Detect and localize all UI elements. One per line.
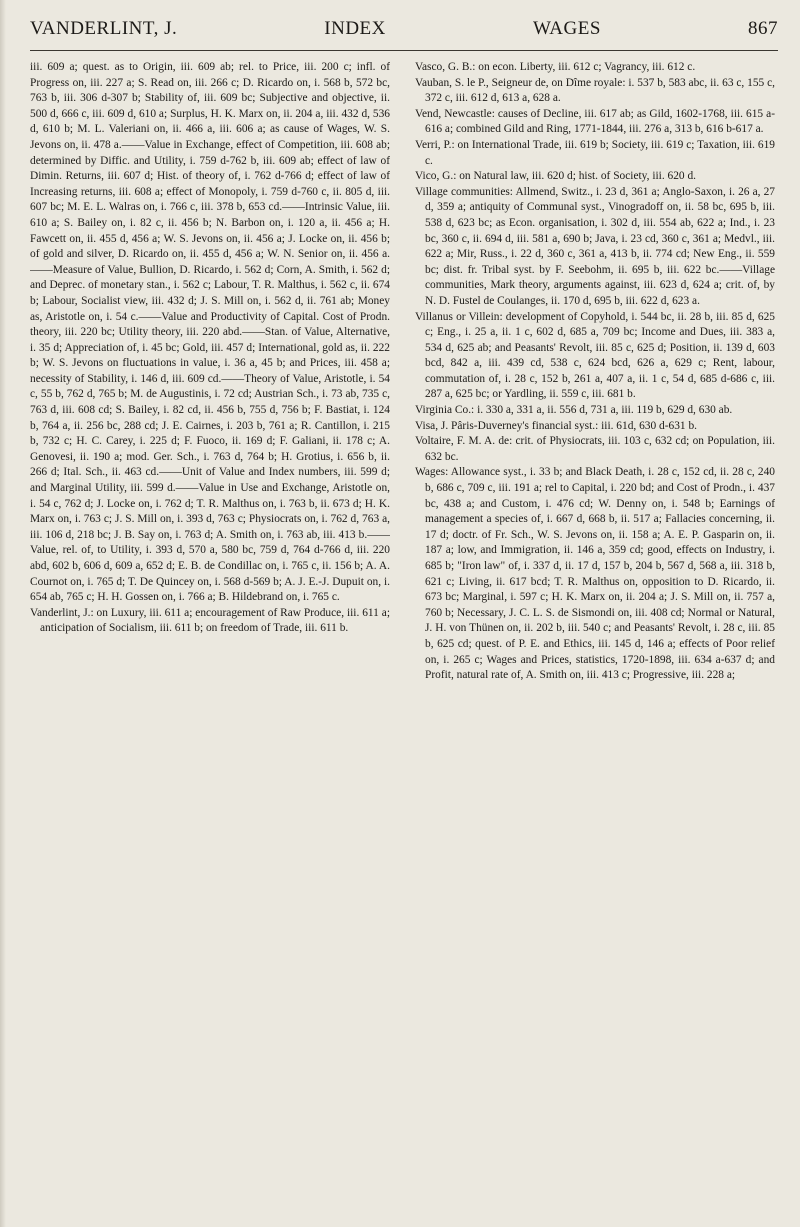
index-entry-wages: Wages: Allowance syst., i. 33 b; and Black Death, i. 28 c, 152 cd, ii. 28 c, 240 b, 686 c, 709 c, iii. 191 a; rel to Capital, i. 220 bd; and Cost of Prodn., i. 437 bc, 438 a; and Custom, i. 476 cd; W. Denny on, i. 548 b; Earnings of management a species of, i. 667 d, 668 b, ii. 517 a; Fallacies concerning, ii. 17 d; doctr. of Fr. Sch., W. S. Jevons on, ii. 158 a; A. E. P. Gasparin on, ii. 187 a; low, and Immigration, ii. 146 a, 359 cd; good, effects on Industry, i. 685 b; "Iron law" of, i. 337 d, ii. 17 d, 157 b, 204 b, 567 d, 568 a, iii. 318 b, 621 c; Living, ii. 617 bcd; T. R. Malthus on, opposition to D. Ricardo, ii. 673 bc; Marginal, i. 597 c; H. K. Marx on, ii. 204 a; J. S. Mill on, ii. 757 a, 760 b; Necessary, J. C. L. S. de Sismondi on, iii. 408 cd; Normal or Natural, J. H. von Thünen on, ii. 202 b, iii. 540 c; and Peasants' Revolt, i. 28 c, iii. 85 b, 625 cd; quest. of P. E. and Ethics, iii. 145 d, 146 a; effects of Poor relief on, i. 265 c; Wages and Prices, statistics, 1720-1898, iii. 634 a-637 d; and Profit, natural rate of, A. Smith on, iii. 413 c; Progressive, iii. 228 a; [415,466,775,682]
left-column [30,60,390,1220]
index-entry-visa: Visa, J. Pâris-Duverney's financial syst.: iii. 61d, 630 d-631 b. [415,419,697,432]
index-entry-vico: Vico, G.: on Natural law, iii. 620 d; hist. of Society, iii. 620 d. [415,170,696,183]
index-entry-vasco: Vasco, G. B.: on econ. Liberty, iii. 612 c; Vagrancy, iii. 612 c. [415,61,696,73]
header-index-label: INDEX [324,18,386,39]
header-rule [30,50,778,51]
index-entry-vauban: Vauban, S. le P., Seigneur de, on Dîme royale: i. 537 b, 583 abc, ii. 63 c, 155 c, 372 c, iii. 612 d, 613 a, 628 a. [415,76,775,105]
page-number: 867 [747,18,778,39]
header-left-title: VANDERLINT, J. [30,18,178,39]
page-binding-edge [0,0,6,1227]
index-entry-virginia-co: Virginia Co.: i. 330 a, 331 a, ii. 556 d, 731 a, iii. 119 b, 629 d, 630 ab. [415,404,733,417]
index-entry-village-communities: Village communities: Allmend, Switz., i. 23 d, 361 a; Anglo-Saxon, i. 26 a, 27 d, 359 a; antiquity of Communal syst., Vinogradoff on, ii. 58 bc, 695 b, iii. 538 d, 623 bc; as Econ. organisation, i. 302 d, iii. 554 ab, 622 a; Ind., i. 23 bc, 360 c, ii. 694 d, iii. 581 a, 690 b; Java, i. 23 cd, 360 c, 361 a; Medvl., iii. 622 a; Mir, Russ., i. 22 d, 360 c, 361 a, 413 b, ii. 774 cd; New Eng., ii. 559 bc; dist. fr. Tribal syst. by F. Seebohm, ii. 695 b, iii. 622 bc.——Village communities, Mark theory, arguments against, iii. 623 d, 624 a; crit. of, by N. D. Fustel de Coulanges, ii. 170 d, 695 b, iii. 622 d, 623 a. [415,185,775,307]
index-entry-vend-newcastle: Vend, Newcastle: causes of Decline, iii. 617 ab; as Gild, 1602-1768, iii. 615 a-616 a; combined Gild and Ring, 1771-1844, iii. 276 a, 313 b, 616 b-617 a. [415,107,775,136]
running-header [30,18,778,54]
index-entry-villanus: Villanus or Villein: development of Copyhold, i. 544 bc, ii. 28 b, iii. 85 d, 625 c; Eng., i. 25 a, ii. 1 c, 602 d, 685 a, 709 bc; Income and Dues, iii. 383 a, 534 d, 625 ab; and Peasants' Revolt, iii. 85 c, 625 d; Position, ii. 139 d, 603 bcd, 842 a, iii. 439 cd, 538 c, 624 bcd, 626 a, 629 c; Rent, labour, commutation of, i. 28 c, 152 b, 261 a, 407 a, ii. 1 c, 54 d, 685 d-686 c, iii. 287 a, 625 bc; or Yardling, ii. 559 c, iii. 681 b. [415,310,775,401]
index-entry-value-continuation: iii. 609 a; quest. as to Origin, iii. 609 ab; rel. to Price, iii. 200 c; infl. of Progress on, iii. 227 a; S. Read on, iii. 266 c; D. Ricardo on, i. 568 b, 572 bc, 763 b, iii. 306 d-307 b; Stability of, iii. 609 bc; Subjective and objective, ii. 500 d, 666 c, iii. 609 d, 610 a; Surplus, H. K. Marx on, ii. 204 a, iii. 432 d, 536 d, 610 b; M. L. Valeriani on, ii. 466 a, iii. 606 a; as cause of Wages, W. S. Jevons on, ii. 478 a.——Value in Exchange, effect of Competition, iii. 608 ab; determined by Diffic. and Utility, i. 759 d-762 b, iii. 609 ab; effect of law of Dimin. Returns, iii. 607 d; Hist. of theory of, i. 762 d-766 d; effect of law of Increasing returns, iii. 608 a; effect of Monopoly, i. 759 d-760 c, ii. 805 d, iii. 607 bc; M. E. L. Walras on, i. 766 c, iii. 378 b, 653 cd.——Intrinsic Value, iii. 610 a; S. Bailey on, i. 82 c, ii. 456 b; N. Barbon on, i. 120 a, ii. 456 a; H. Fawcett on, ii. 455 d, 456 a; W. S. Jevons on, ii. 456 a; J. Locke on, ii. 456 b; of gold and silver, D. Ricardo on, ii. 455 d, 456 a; W. N. Senior on, ii. 456 a.——Measure of Value, Bullion, D. Ricardo, i. 562 d; Corn, A. Smith, i. 562 d; and Deprec. of monetary stan., i. 562 c; Labour, T. R. Malthus, i. 562 c, ii. 674 b; Labour, Socialist view, iii. 432 d; J. S. Mill on, i. 562 d, ii. 761 ab; Money as, Aristotle on, i. 54 c.——Value and Productivity of Capital. Cost of Prodn. theory, iii. 220 bc; Utility theory, iii. 220 abd.——Stan. of Value, Alternative, i. 35 d; Appreciation of, i. 45 bc; Gold, iii. 457 d; International, gold as, ii. 222 b; W. S. Jevons on fluctuations in value, i. 36 a, 45 b; and Prices, iii. 458 a; necessity of Stability, i. 146 d, iii. 609 cd.——Theory of Value, Aristotle, i. 54 c, 55 b, 762 d, 765 b; M. de Augustinis, i. 72 cd; Austrian Sch., i. 73 ab, 735 c, 763 d, iii. 608 cd; S. Bailey, i. 82 cd, ii. 456 b, 755 d, 756 b; F. Bastiat, i. 124 b, 764 a, ii. 256 bc, 288 cd; J. E. Cairnes, i. 203 b, 761 a; R. Cantillon, i. 215 b, 732 c; H. C. Carey, i. 225 d; F. Fuoco, ii. 169 d; F. Galiani, ii. 178 c; A. Genovesi, ii. 190 a; mod. Ger. Sch., i. 763 d, 764 b; H. Grotius, i. 656 b, ii. 266 d; Ital. Sch., ii. 463 cd.——Unit of Value and Index numbers, iii. 599 d; and Marginal Utility, iii. 599 d.——Value in Use and Exchange, Aristotle on, i. 54 c, 762 d; J. Locke on, i. 762 d; T. R. Malthus on, i. 763 b, ii. 673 d; H. K. Marx on, i. 763 c; J. S. Mill on, i. 393 d, 763 c; Physiocrats on, i. 762 d, 763 a, iii. 106 d, 218 bc; J. B. Say on, i. 763 d; A. Smith on, i. 763 ab, iii. 413 b.——Value, rel. of, to Utility, i. 393 d, 570 a, 580 bc, 759 d, 764 d-766 d, iii. 220 abd, 602 b, 606 d, 609 a, 652 d; E. B. de Condillac on, i. 765 c, ii. 156 b; A. A. Cournot on, i. 765 d; T. De Quincey on, i. 568 d-569 b; A. J. E.-J. Dupuit on, i. 654 ab, 765 c; H. H. Gossen on, i. 766 a; B. Hildebrand on, i. 765 c. [30,61,390,604]
header-wages-label: WAGES [532,18,601,39]
right-column [415,60,775,1220]
index-entry-voltaire: Voltaire, F. M. A. de: crit. of Physiocrats, iii. 103 c, 632 cd; on Population, iii. 632 bc. [415,435,775,463]
index-entry-vanderlint: Vanderlint, J.: on Luxury, iii. 611 a; encouragement of Raw Produce, iii. 611 a; anticipation of Socialism, iii. 611 b; on freedom of Trade, iii. 611 b. [30,606,390,635]
index-entry-verri: Verri, P.: on International Trade, iii. 619 b; Society, iii. 619 c; Taxation, iii. 619 c. [415,138,775,167]
